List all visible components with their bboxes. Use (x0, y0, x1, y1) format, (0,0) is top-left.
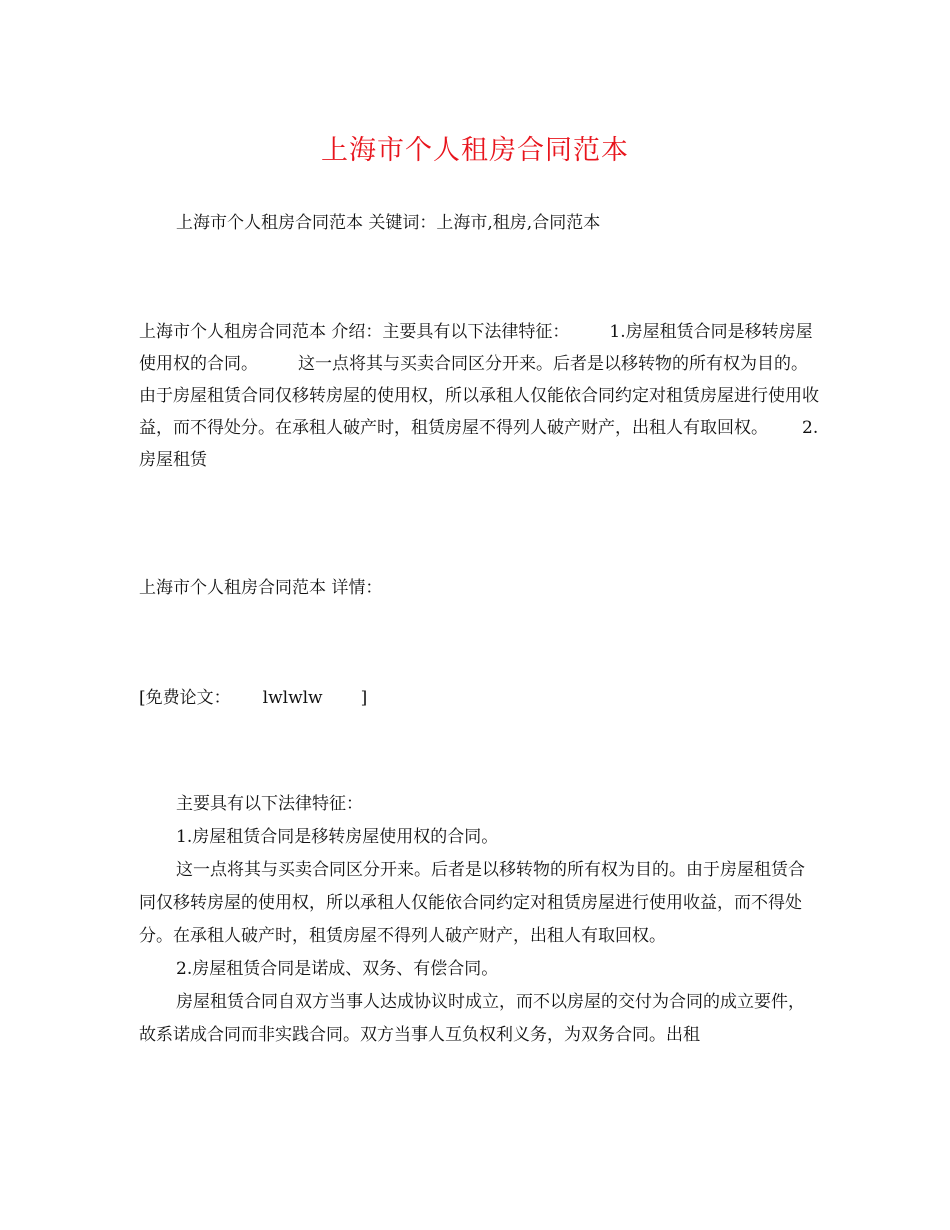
free-paper-code: lwlwlw (262, 688, 323, 708)
details-heading: 上海市个人租房合同范本 详情： (139, 578, 383, 598)
body-paragraph: 1.房屋租赁合同是移转房屋使用权的合同。 (176, 827, 499, 847)
intro-item-2: 2.房屋租赁 (139, 418, 819, 470)
body-paragraph: 这一点将其与买卖合同区分开来。后者是以移转物的所有权为目的。由于房屋租赁合同仅移转房屋的使用权，所以承租人仅能依合同约定对租赁房屋进行使用收益，而不得处分。在承租人破产时，租赁房屋不得列人破产财产，出租人有取回权。 (139, 860, 805, 946)
body-text (139, 788, 819, 1052)
free-paper-close: ] (360, 688, 368, 708)
body-paragraph: 2.房屋租赁合同是诺成、双务、有偿合同。 (176, 959, 499, 979)
keywords-line: 上海市个人租房合同范本 关键词：上海市,租房,合同范本 (176, 213, 601, 233)
intro-item-1: 1.房屋租赁合同是移转房屋使用权的合同。 (139, 322, 813, 374)
intro-item-1-text: 这一点将其与买卖合同区分开来。后者是以移转物的所有权为目的。由于房屋租赁合同仅移转房屋的使用权，所以承租人仅能依合同约定对租赁房屋进行使用收益，而不得处分。在承租人破产时，租赁房屋不得列人破产财产，出租人有取回权。 (139, 354, 819, 438)
document-title: 上海市个人租房合同范本 (321, 135, 629, 166)
intro-paragraph (139, 316, 819, 476)
intro-lead: 上海市个人租房合同范本 介绍：主要具有以下法律特征： (139, 322, 570, 342)
free-paper-line (139, 683, 367, 708)
free-paper-open: [免费论文： (139, 688, 231, 708)
body-paragraph: 主要具有以下法律特征： (176, 794, 363, 814)
body-paragraph: 房屋租赁合同自双方当事人达成协议时成立，而不以房屋的交付为合同的成立要件，故系诺成合同而非实践合同。双方当事人互负权利义务，为双务合同。出租 (139, 992, 805, 1045)
